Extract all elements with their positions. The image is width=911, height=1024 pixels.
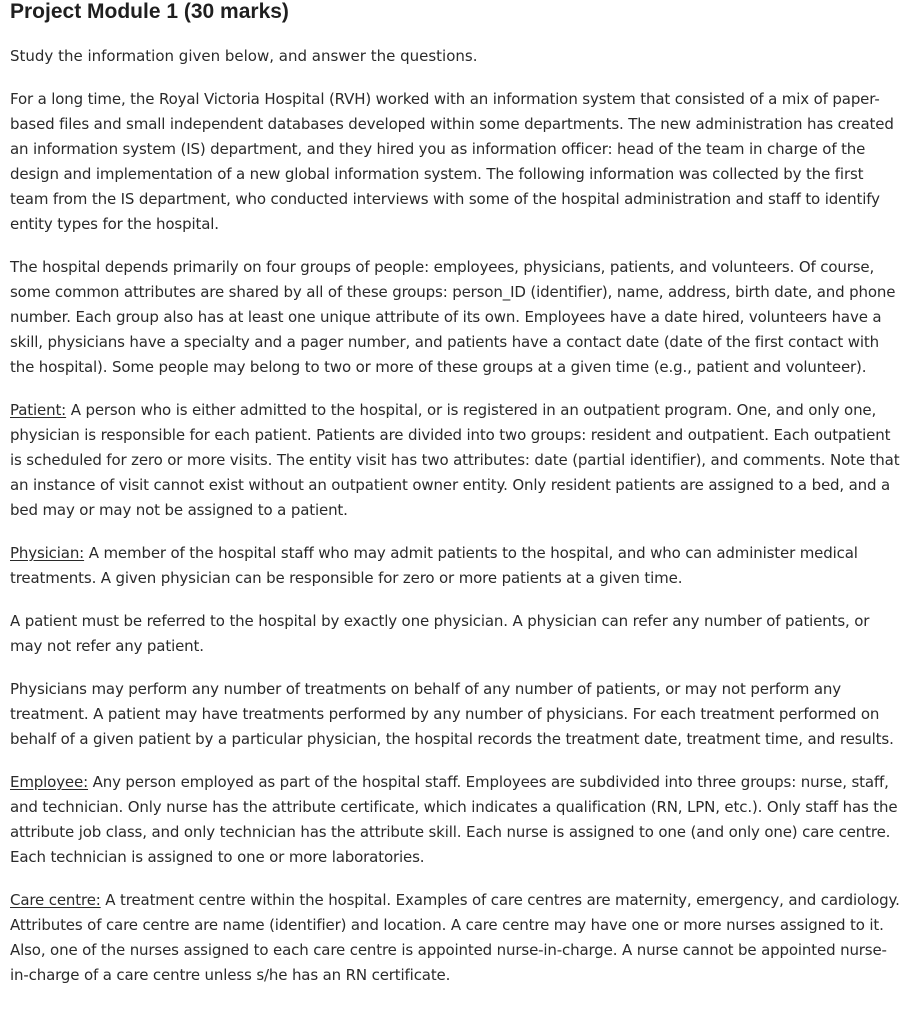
- intro-text: Study the information given below, and answer the questions.: [10, 47, 478, 65]
- term-patient: Patient:: [10, 401, 67, 419]
- paragraph-text: A person who is either admitted to the hospital, or is registered in an outpatient program. One, and only one, physician is responsible for each patient. Patients are divided into two groups: resident and outpatient. Each outpatient is scheduled for zero or more visits. The entity visit has two attributes: date (partial identifier), and comments. Note that an instance of visit cannot exist without an outpatient owner entity. Only resident patients are assigned to a bed, and a bed may or may not be assigned to a patient.: [10, 401, 900, 519]
- paragraph-text: Any person employed as part of the hospital staff. Employees are subdivided into three groups: nurse, staff, and technician. Only nurse has the attribute certificate, which indicates a qualification (RN, LPN, etc.). Only staff has the attribute job class, and only technician has the attribute skill. Each nurse is assigned to one (and only one) care centre. Each technician is assigned to one or more laboratories.: [10, 773, 898, 866]
- paragraph-care-centre: [10, 888, 901, 988]
- paragraph-employee: [10, 770, 901, 870]
- paragraph-treatments: [10, 677, 901, 752]
- paragraph-text: The hospital depends primarily on four groups of people: employees, physicians, patients, and volunteers. Of course, some common attributes are shared by all of these groups: person_ID (identifier), name, address, birth date, and phone number. Each group also has at least one unique attribute of its own. Employees have a date hired, volunteers have a skill, physicians have a specialty and a pager number, and patients have a contact date (date of the first contact with the hospital). Some people may belong to two or more of these groups at a given time (e.g., patient and volunteer).: [10, 258, 896, 376]
- paragraph-text: For a long time, the Royal Victoria Hospital (RVH) worked with an information system that consisted of a mix of paper-based files and small independent databases developed within some departments. The new administration has created an information system (IS) department, and they hired you as information officer: head of the team in charge of the design and implementation of a new global information system. The following information was collected by the first team from the IS department, who conducted interviews with some of the hospital administration and staff to identify entity types for the hospital.: [10, 90, 894, 233]
- paragraph-text: Physicians may perform any number of treatments on behalf of any number of patients, or may not perform any treatment. A patient may have treatments performed by any number of physicians. For each treatment performed on behalf of a given patient by a particular physician, the hospital records the treatment date, treatment time, and results.: [10, 680, 894, 748]
- paragraph-text: A member of the hospital staff who may admit patients to the hospital, and who can administer medical treatments. A given physician can be responsible for zero or more patients at a given time.: [10, 544, 858, 587]
- paragraph-physician: [10, 541, 901, 591]
- paragraph-people-groups: [10, 255, 901, 380]
- paragraph-background: [10, 87, 901, 237]
- term-physician: Physician:: [10, 544, 85, 562]
- term-employee: Employee:: [10, 773, 88, 791]
- paragraph-referral: [10, 609, 901, 659]
- paragraph-text: A treatment centre within the hospital. Examples of care centres are maternity, emergency, and cardiology. Attributes of care centre are name (identifier) and location. A care centre may have one or more nurses assigned to it. Also, one of the nurses assigned to each care centre is appointed nurse-in-charge. A nurse cannot be appointed nurse-in-charge of a care centre unless s/he has an RN certificate.: [10, 891, 900, 984]
- paragraph-text: A patient must be referred to the hospital by exactly one physician. A physician can refer any number of patients, or may not refer any patient.: [10, 612, 870, 655]
- page-title: Project Module 1 (30 marks): [10, 0, 289, 23]
- paragraph-patient: [10, 398, 901, 523]
- term-care-centre: Care centre:: [10, 891, 101, 909]
